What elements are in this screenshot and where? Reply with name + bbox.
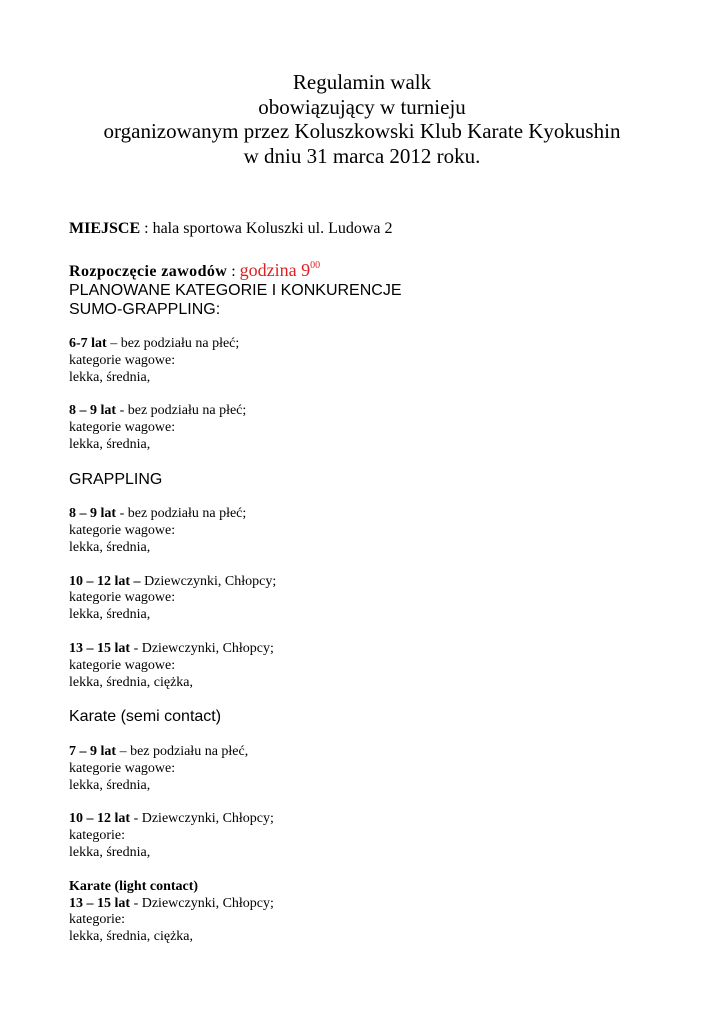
group-cat-label: kategorie wagowe: <box>69 352 176 368</box>
place-line <box>69 219 689 238</box>
category-group <box>69 574 689 624</box>
place-label: MIEJSCE <box>69 220 141 237</box>
group-desc: – bez podziału na płeć, <box>116 743 249 759</box>
group-age-line <box>69 744 689 761</box>
group-age-line <box>69 336 689 353</box>
group-desc: – bez podziału na płeć; <box>106 336 240 351</box>
group-age: 6-7 lat <box>69 336 107 351</box>
start-label: Rozpoczęcie zawodów <box>69 263 228 280</box>
title-line: w dniu 31 marca 2012 roku. <box>243 143 481 168</box>
category-group <box>69 403 689 453</box>
section-karate-semi <box>69 708 689 861</box>
section-heading: Karate (light contact) <box>69 878 199 894</box>
group-age: 8 – 9 lat <box>69 403 117 419</box>
group-age-line <box>69 811 689 828</box>
group-age: 10 – 12 lat <box>69 811 131 827</box>
group-age-line <box>69 641 689 658</box>
group-age: 13 – 15 lat <box>69 895 131 911</box>
group-desc: - bez podziału na płeć; <box>116 506 247 522</box>
group-age-line <box>69 896 689 913</box>
document-title <box>0 70 724 168</box>
section-heading: GRAPPLING <box>69 470 163 488</box>
category-group <box>69 641 689 691</box>
category-group <box>69 896 689 946</box>
group-cat-label: kategorie wagowe: <box>69 523 176 539</box>
group-age: 8 – 9 lat <box>69 506 117 522</box>
group-age: 10 – 12 lat – <box>69 573 141 589</box>
group-age: 13 – 15 lat <box>69 641 131 657</box>
group-cat-label: kategorie wagowe: <box>69 420 176 436</box>
category-group <box>69 811 689 861</box>
section-heading: SUMO-GRAPPLING: <box>69 300 221 318</box>
title-line: Regulamin walk <box>292 70 432 94</box>
group-cat-label: kategorie wagowe: <box>69 760 176 776</box>
place-separator: : <box>140 220 153 237</box>
group-weights: lekka, średnia, <box>69 436 151 452</box>
group-weights: lekka, średnia, <box>69 777 151 793</box>
category-group <box>69 744 689 794</box>
title-line: organizowanym przez Koluszkowski Klub Karate Kyokushin <box>103 119 621 143</box>
section-sumo <box>69 301 689 454</box>
group-age-line <box>69 574 689 591</box>
category-group <box>69 336 689 386</box>
place-value: hala sportowa Koluszki ul. Ludowa 2 <box>152 220 393 237</box>
title-line: obowiązujący w turnieju <box>258 94 466 119</box>
group-weights: lekka, średnia, <box>69 539 151 555</box>
group-weights: lekka, średnia, ciężka, <box>69 929 193 945</box>
document-body <box>69 219 689 946</box>
planned-heading: PLANOWANE KATEGORIE I KONKURENCJE <box>69 282 402 299</box>
group-weights: lekka, średnia, <box>69 607 151 623</box>
category-group <box>69 506 689 556</box>
group-desc: - Dziewczynki, Chłopcy; <box>130 895 274 911</box>
group-desc: Dziewczynki, Chłopcy; <box>140 573 277 589</box>
group-cat-label: kategorie wagowe: <box>69 590 176 606</box>
group-desc: - Dziewczynki, Chłopcy; <box>130 641 274 657</box>
group-desc: - bez podziału na płeć; <box>116 403 247 419</box>
section-grappling <box>69 471 689 692</box>
start-time-value: godzina 9 <box>239 260 311 280</box>
group-cat-label: kategorie: <box>69 828 125 844</box>
section-karate-light <box>69 879 689 946</box>
section-heading: Karate (semi contact) <box>69 708 222 726</box>
start-time-minutes: 00 <box>310 260 321 271</box>
group-age-line <box>69 403 689 420</box>
group-age: 7 – 9 lat <box>69 743 117 759</box>
start-separator: : <box>227 263 240 280</box>
group-desc: - Dziewczynki, Chłopcy; <box>130 811 274 827</box>
group-weights: lekka, średnia, <box>69 844 151 860</box>
start-time <box>240 260 320 280</box>
group-cat-label: kategorie wagowe: <box>69 657 176 673</box>
start-line <box>69 260 689 282</box>
group-weights: lekka, średnia, <box>69 369 151 385</box>
group-age-line <box>69 506 689 523</box>
group-cat-label: kategorie: <box>69 912 125 928</box>
group-weights: lekka, średnia, ciężka, <box>69 674 193 690</box>
